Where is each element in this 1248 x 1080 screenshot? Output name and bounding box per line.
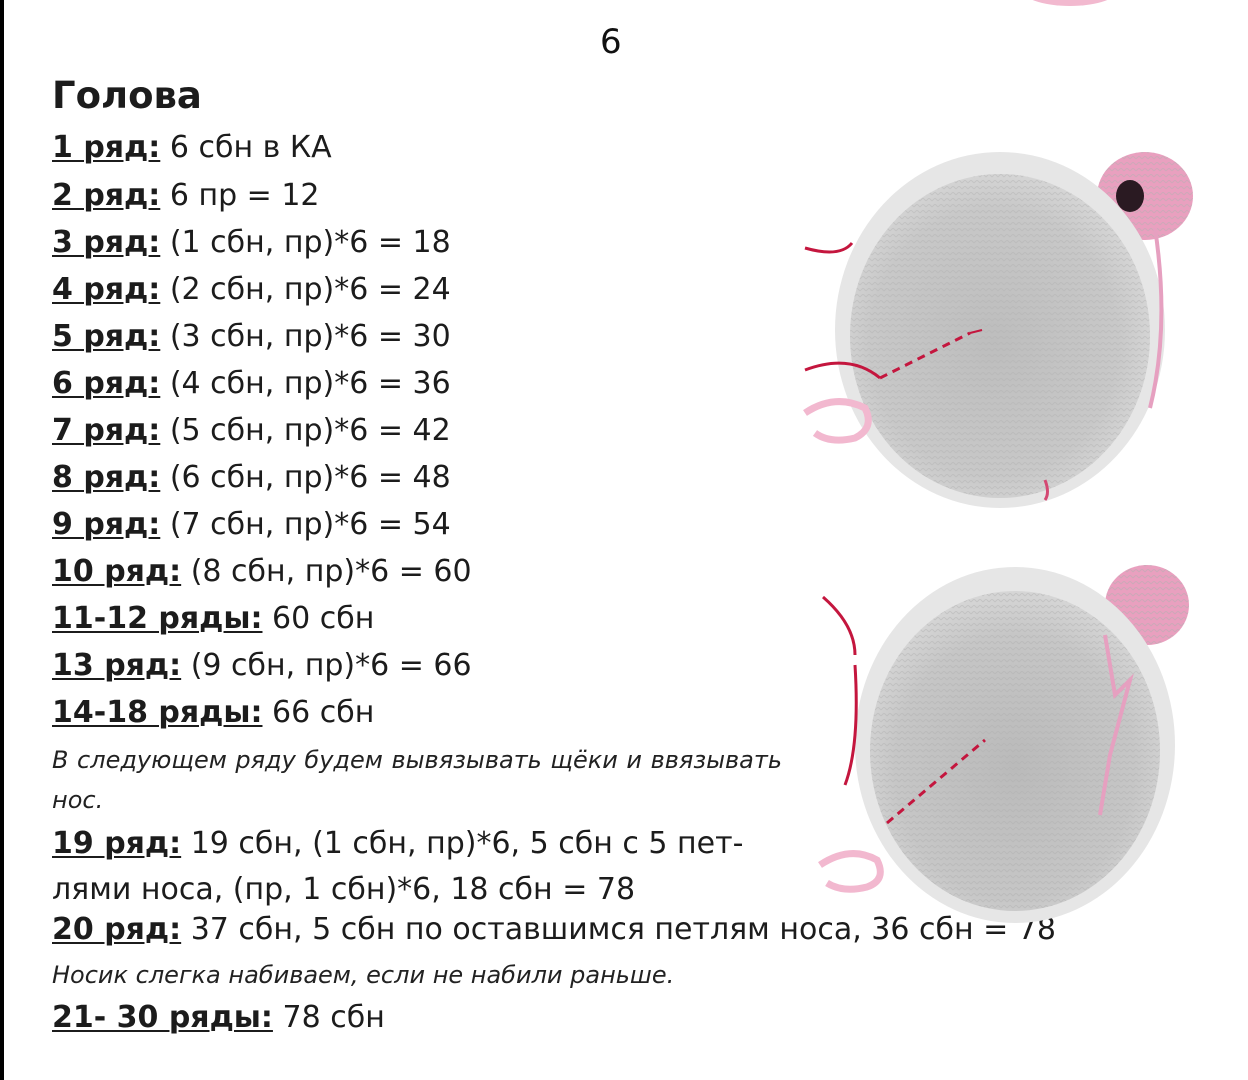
pattern-row [52, 366, 451, 402]
row-instruction: (9 сбн, пр)*6 = 66 [190, 648, 472, 683]
row-label: 9 ряд: [52, 507, 161, 542]
pattern-row-19-continued: лями носа, (пр, 1 сбн)*6, 18 сбн = 78 [52, 872, 636, 907]
row-label: 20 ряд: [52, 912, 182, 947]
pattern-row [52, 319, 451, 355]
row-label: 13 ряд: [52, 648, 182, 683]
row-instruction: 6 сбн в КА [169, 130, 332, 165]
section-title: Голова [52, 74, 202, 117]
pattern-row [52, 130, 332, 166]
pattern-row [52, 695, 374, 731]
row-label: 1 ряд: [52, 130, 161, 165]
pattern-row [52, 648, 472, 684]
page-frame [0, 0, 4, 1080]
stitch-marker [820, 854, 880, 890]
row-instruction: (2 сбн, пр)*6 = 24 [169, 272, 451, 307]
row-instruction: (6 сбн, пр)*6 = 48 [169, 460, 451, 495]
pattern-row [52, 225, 451, 261]
row-instruction: 78 сбн [282, 1000, 385, 1035]
row-instruction: (8 сбн, пр)*6 = 60 [190, 554, 472, 589]
pattern-row [52, 413, 451, 449]
row-instruction: 66 сбн [272, 695, 375, 730]
nose-note: Носик слегка набиваем, если не набили раньше. [52, 961, 675, 989]
row-instruction: (7 сбн, пр)*6 = 54 [169, 507, 451, 542]
row-label: 21- 30 ряды: [52, 1000, 273, 1035]
pattern-row [52, 507, 451, 543]
pattern-row [52, 601, 374, 637]
pink-crochet-fragment [1020, 0, 1120, 6]
row-instruction: 60 сбн [272, 601, 375, 636]
row-instruction: 6 пр = 12 [169, 178, 320, 213]
row-label: 19 ряд: [52, 826, 182, 861]
page-number: 6 [600, 22, 622, 62]
row-instruction: 37 сбн, 5 сбн по оставшимся петлям носа, 36 сбн = 78 [190, 912, 1056, 947]
row-label: 14-18 ряды: [52, 695, 263, 730]
pattern-row [52, 272, 451, 308]
row-instruction: (4 сбн, пр)*6 = 36 [169, 366, 451, 401]
grey-crochet-head [855, 567, 1175, 923]
cheeks-note: В следующем ряду будем вывязывать щёки и ввязывать нос. [52, 746, 782, 814]
row-instruction: (1 сбн, пр)*6 = 18 [169, 225, 451, 260]
row-label: 6 ряд: [52, 366, 161, 401]
pattern-row-19 [52, 826, 782, 862]
row-label: 8 ряд: [52, 460, 161, 495]
row-label: 7 ряд: [52, 413, 161, 448]
row-label: 5 ряд: [52, 319, 161, 354]
row-instruction: (5 сбн, пр)*6 = 42 [169, 413, 451, 448]
pattern-row [52, 178, 320, 214]
row-label: 2 ряд: [52, 178, 161, 213]
row-label: 11-12 ряды: [52, 601, 263, 636]
row-label: 4 ряд: [52, 272, 161, 307]
pattern-row [52, 460, 451, 496]
grey-crochet-head [835, 152, 1165, 508]
row-label: 3 ряд: [52, 225, 161, 260]
pattern-row-21-30 [52, 1000, 385, 1036]
row-instruction: (3 сбн, пр)*6 = 30 [169, 319, 451, 354]
pattern-row [52, 554, 472, 590]
row-instruction: 19 сбн, (1 сбн, пр)*6, 5 сбн с 5 пет- [190, 826, 744, 861]
head-photo-top [800, 108, 1200, 508]
row-label: 10 ряд: [52, 554, 182, 589]
head-photo-side [815, 545, 1215, 930]
